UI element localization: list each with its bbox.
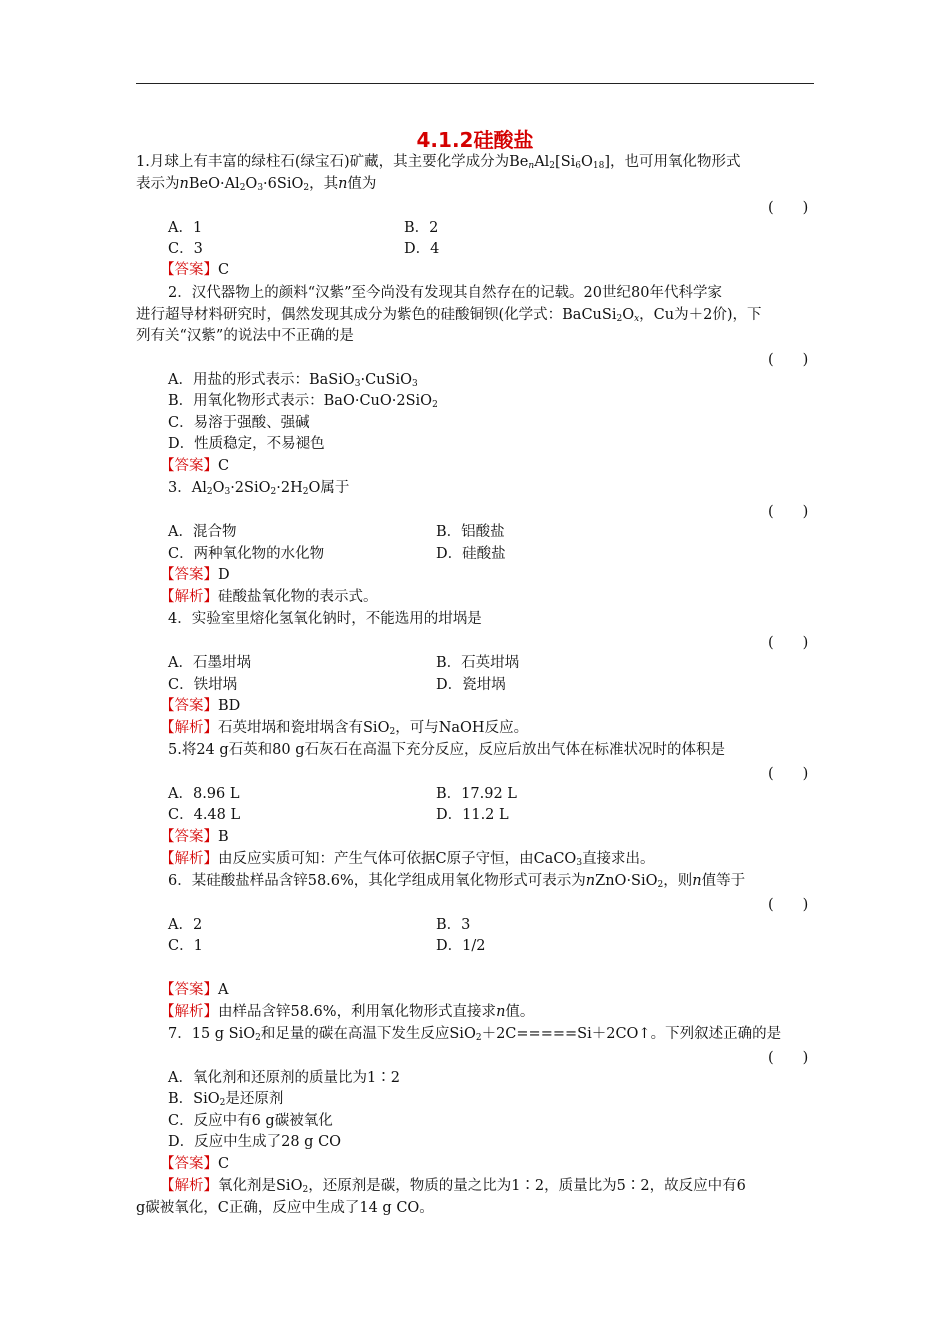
answer-line: 【答案】B	[160, 829, 229, 845]
option-c: C．1	[168, 938, 203, 954]
option-b: B．2	[404, 220, 439, 236]
analysis-line-2: g碳被氧化，C正确，反应中生成了14 g CO。	[136, 1200, 434, 1216]
question-5-stem: 5.将24 g石英和80 g石灰石在高温下充分反应，反应后放出气体在标准状况时的体积是	[168, 742, 726, 758]
question-2-stem: 2．汉代器物上的颜料“汉紫”至今尚没有发现其自然存在的记载。20世纪80年代科学家	[168, 285, 722, 301]
option-a: A．2	[168, 917, 203, 933]
answer-bracket: ( )	[768, 200, 809, 216]
option-d: D．11.2 L	[436, 807, 509, 823]
option-c: C．易溶于强酸、强碱	[168, 415, 310, 431]
option-b: B．SiO$_2$是还原剂	[168, 1091, 284, 1108]
question-3-stem: 3．$Al_2O_3\cdot 2SiO_2\cdot 2H_2O$属于	[168, 480, 350, 497]
answer-bracket: ( )	[768, 504, 809, 520]
answer-bracket: ( )	[768, 766, 809, 782]
question-6-stem: 6．某硅酸盐样品含锌58.6%，其化学组成用氧化物形式可表示为nZnO·SiO$_2$，则n值等于	[168, 873, 746, 890]
option-b: B．3	[436, 917, 471, 933]
question-4-stem: 4．实验室里熔化氢氧化钠时，不能选用的坩埚是	[168, 611, 482, 627]
option-c: C．4.48 L	[168, 807, 241, 823]
question-7-stem: 7．15 g SiO$_2$和足量的碳在高温下发生反应SiO$_2$＋2C=====Si＋2CO↑。下列叙述正确的是	[168, 1026, 782, 1043]
option-c: C．两种氧化物的水化物	[168, 546, 325, 562]
answer-line: 【答案】A	[160, 982, 229, 998]
option-d: D．反应中生成了28 g CO	[168, 1134, 342, 1150]
option-c: C．反应中有6 g碳被氧化	[168, 1113, 333, 1129]
option-d: D．1/2	[436, 938, 486, 954]
page-title: 4.1.2硅酸盐	[416, 128, 534, 152]
option-a: A．8.96 L	[168, 786, 240, 802]
answer-line: 【答案】C	[160, 458, 230, 474]
option-b: B．石英坩埚	[436, 655, 520, 671]
option-b: B．铝酸盐	[436, 524, 505, 540]
header-rule	[136, 83, 814, 84]
answer-bracket: ( )	[768, 897, 809, 913]
option-a: A．混合物	[168, 524, 237, 540]
answer-line: 【答案】BD	[160, 698, 241, 714]
option-c: C．铁坩埚	[168, 677, 238, 693]
answer-line: 【答案】D	[160, 567, 230, 583]
option-c: C．3	[168, 241, 203, 257]
question-2-stem-line3: 列有关“汉紫”的说法中不正确的是	[136, 328, 354, 344]
option-a: A．用盐的形式表示：BaSiO$_3$·CuSiO$_3$	[168, 372, 418, 389]
option-b: B．用氧化物形式表示：BaO·CuO·2SiO$_2$	[168, 393, 438, 410]
option-a: A．1	[168, 220, 203, 236]
option-b: B．17.92 L	[436, 786, 517, 802]
question-1-stem-line2: 表示为$nBeO\cdot Al_2O_3\cdot 6SiO_2$，其n值为	[136, 176, 377, 193]
answer-line: 【答案】C	[160, 1156, 230, 1172]
question-2-stem-line2: 进行超导材料研究时，偶然发现其成分为紫色的硅酸铜钡(化学式：$BaCuSi_2O_x$，Cu为＋2价)，下	[136, 307, 762, 324]
option-d: D．4	[404, 241, 440, 257]
option-a: A．氧化剂和还原剂的质量比为1∶2	[168, 1070, 400, 1086]
option-d: D．性质稳定，不易褪色	[168, 436, 325, 452]
analysis-line: 【解析】石英坩埚和瓷坩埚含有SiO$_2$，可与NaOH反应。	[160, 720, 529, 737]
answer-bracket: ( )	[768, 1050, 809, 1066]
question-1-stem: 1.月球上有丰富的绿柱石(绿宝石)矿藏，其主要化学成分为$Be_nAl_2[Si_6O_{18}]$，也可用氧化物形式	[136, 154, 741, 171]
answer-bracket: ( )	[768, 635, 809, 651]
answer-bracket: ( )	[768, 352, 809, 368]
analysis-line: 【解析】由样品含锌58.6%，利用氧化物形式直接求n值。	[160, 1004, 535, 1020]
option-d: D．硅酸盐	[436, 546, 506, 562]
answer-line: 【答案】C	[160, 262, 230, 278]
analysis-line: 【解析】氧化剂是SiO$_2$，还原剂是碳，物质的量之比为1∶2，质量比为5∶2，故反应中有6	[160, 1178, 746, 1195]
analysis-line: 【解析】由反应实质可知：产生气体可依据C原子守恒，由CaCO$_3$直接求出。	[160, 851, 655, 868]
option-a: A．石墨坩埚	[168, 655, 251, 671]
option-d: D．瓷坩埚	[436, 677, 506, 693]
analysis-line: 【解析】硅酸盐氧化物的表示式。	[160, 589, 378, 605]
